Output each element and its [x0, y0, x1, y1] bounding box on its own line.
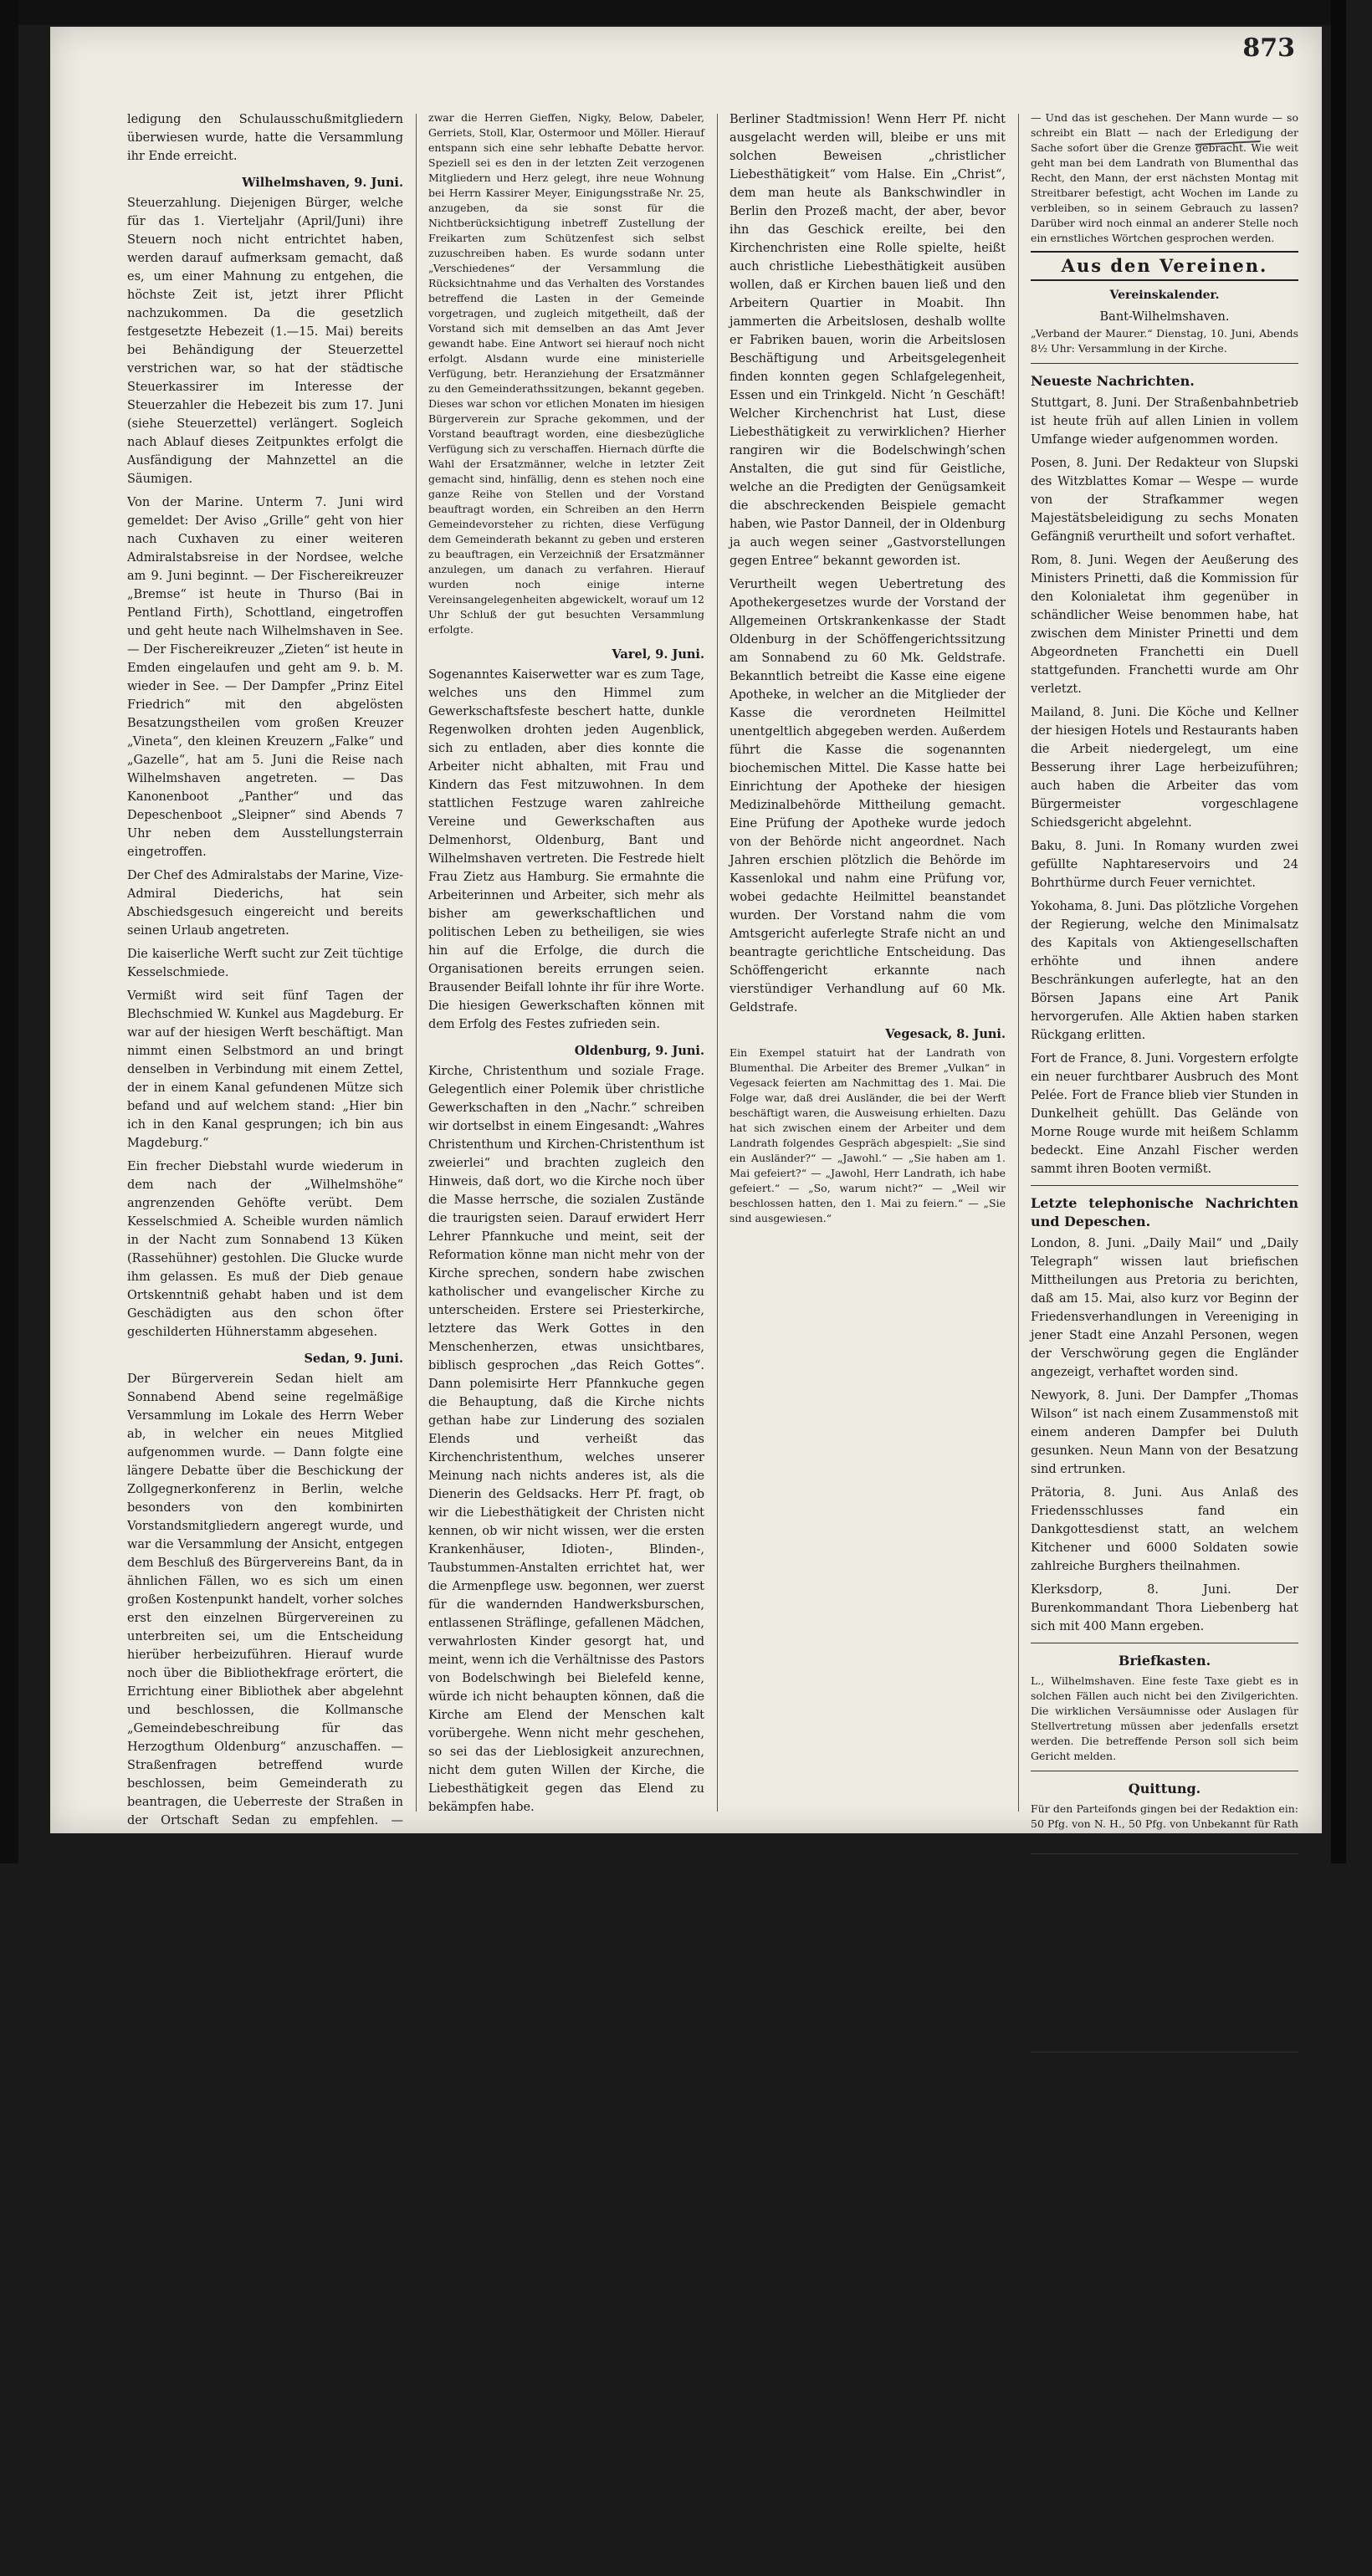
- timetable-cell: 6,15: [1145, 2134, 1169, 2146]
- article-paragraph: „Verband der Maurer.“ Dienstag, 10. Juni, Abends 8½ Uhr: Versammlung in der Kirche.: [1031, 327, 1298, 355]
- article-paragraph: Verurtheilt wegen Uebertretung des Apothekergesetzes wurde der Vorstand der Allgemeinen Ortskrankenkasse der Stadt Oldenburg in der Schöffengerichtssitzung am Sonnabend zu 60 Mk. Geldstrafe. Bekanntlich betreibt die Kasse eine eigene Apotheke, in welcher an die Mitglieder der Kasse die verordneten Heilmittel unentgeltlich abgegeben werden. Außerdem führt die Kasse die sogenannten biochemischen Mittel. Die Kasse hatte bei Einrichtung der Apotheke der hiesigen Medizinalbehörde Mittheilung gemacht. Eine Prüfung der Apotheke wurde jedoch von der Behörde nicht angeordnet. Nach Jahren erschien plötzlich die Behörde im Kassenlokal und nahm eine Prüfung vor, wobei gedachte Heilmittel beanstandet wurden. Der Vorstand nahm die vom Amtsgericht auferlegte Strafe nicht an und beantragte gerichtliche Entscheidung. Das Schöffengericht erkannte nach vierstündiger Verhandlung auf 60 Mk. Geldstrafe.: [730, 578, 1006, 1015]
- article-paragraph: Der Chef des Admiralstabs der Marine, Vize-Admiral Diederichs, hat sein Abschiedsgesuch eingereicht und bereits seinen Urlaub angetreten.: [127, 869, 403, 938]
- divider: [1031, 1853, 1298, 1854]
- dateline: Sedan, 9. Juni.: [304, 1352, 403, 1366]
- timetable-cell: 11,40: [1313, 2134, 1344, 2146]
- timetable-cell: In Eckwarden: [1032, 2149, 1107, 2161]
- article-paragraph: L., Wilhelmshaven. Eine feste Taxe giebt es in solchen Fällen auch nicht bei den Zivilgerichten. Die wirklichen Versäumnisse oder Auslagen für Stellvertretung müssen aber jedenfalls ersetzt werden. Die betreffende Person soll sich beim Gericht melden.: [1031, 1674, 1298, 1762]
- timetable-cell: 2,00: [1320, 2194, 1344, 2206]
- article-paragraph: Ein Exempel statuirt hat der Landrath von Blumenthal. Die Arbeiter des Bremer „Vulkan“ in Vegesack feierten am Nachmittag des 1. Mai. Die Folge war, daß drei Ausländer, die bei der Werft beschäftigt waren, die Ausweisung erhielten. Dazu hat sich zwischen einem der Arbeiter und dem Landrath folgendes Gespräch abgespielt: „Sie sind ein Ausländer?“ — „Jawohl.“ — „Sie haben am 1. Mai gefeiert?“ — „Jawohl, Herr Landrath, ich habe gefeiert.“ — „So, warum nicht?“ — „Weil wir beschlossen hatten, den 1. Mai zu feiern.“ — „Sie sind ausgewiesen.“: [730, 1046, 1006, 1224]
- article-paragraph: — Und das ist geschehen. Der Mann wurde — so schreibt ein Blatt — nach der Erledigung der Sache sofort über die Grenze gebracht. Wie weit geht man bei dem Landrath von Blumenthal das Recht, den Mann, der erst nächsten Montag mit Streitbarer befestigt, acht Wochen im Lande zu verbleiben, so in seinem Gebrauch zu lassen? Darüber wird noch einmal an anderer Stelle noch ein ernstliches Wörtchen gesprochen werden.: [1031, 111, 1298, 244]
- article-paragraph: Die kaiserliche Werft sucht zur Zeit tüchtige Kesselschmiede.: [127, 948, 403, 979]
- timetable-cell: 7,10: [1347, 2179, 1371, 2191]
- article-paragraph: Für den Parteifonds gingen bei der Redaktion ein: 50 Pfg. von N. H., 50 Pfg. von Unbekannt für Rath und Auskunft.: [1031, 1802, 1298, 1845]
- timetable-cell: 2,30: [1171, 2149, 1195, 2161]
- timetable-cell: 1,40: [1171, 2134, 1195, 2146]
- timetable-cell: 8,25: [1145, 2179, 1169, 2191]
- article-paragraph: Posen, 8. Juni. Der Redakteur von Slupski des Witzblattes Komar — Wespe — wurde von der Strafkammer wegen Majestätsbeleidigung zu sechs Monaten Gefängniß verurtheilt und sofort verhaftet.: [1031, 457, 1298, 544]
- column-1: [127, 110, 403, 2574]
- timetable-row: [1031, 2238, 1372, 2253]
- article-paragraph: Der Neue Neuender Bürgerverein hielt am Sonnabend eine Versammlung ab. Der erste Punkt der Tagesordnung „Hebung und Aufnahmen“ fand seine übliche Erledigung. Unter zweiten Punkt „Kommunale Angelegenheiten“ wurde der schlechte Zustand verschiedener Wällgruben in der Gemeinde einer Kritik unterzogen und beschlossen, den Gemeinderath zu ersuchen, sein Augenmerk hierauf zu richten. Beim Punkt „Sterbekasse betr.“ fand eine allgemeine Besprechung über die Sterbekasse statt und wurde der Wunsch geäußert, auf der nächsten Generalversammlung das Sterbegeld zu erhöhen. Unterm letzten Punkt „Verschiedenes“ wurde eine Bibliothekfrage erledigt und beschlossen, einige vorgelegte Werke anzuschaffen. Hierauf erfolgte Schluß der Versammlung.: [127, 1971, 403, 2334]
- timetable-cell: Aus Eckwarden: [1198, 2224, 1282, 2236]
- dateline: Heppens, 9. Juni.: [286, 2347, 403, 2361]
- article-paragraph: Prätoria, 8. Juni. Aus Anlaß des Friedensschlusses fand ein Dankgottesdienst statt, an welchem Kitchener und 6000 Soldaten sowie zahlreiche Burghers theilnahmen.: [1031, 1486, 1298, 1573]
- section-heading: Sommer-Fahrplan: [1097, 1863, 1232, 1879]
- timetable-cell: N.: [1182, 2119, 1195, 2131]
- timetable-cell: 3,00: [1320, 2224, 1344, 2236]
- timetable-row: [1031, 2223, 1372, 2238]
- article-paragraph: Yokohama, 8. Juni. Das plötzliche Vorgehen der Regierung, welche den Minimalsatz des Kapitals von Aktiengesellschaften erhöhte und ihnen andere Beschränkungen auferlegte, hat an den Börsen Japans eine Art Panik hervorgerufen. Alle Aktien haben starken Rückgang erlitten.: [1031, 900, 1298, 1042]
- article-paragraph: Kirche, Christenthum und soziale Frage. Gelegentlich einer Polemik über christliche Gewerkschaften in den „Nachr.“ schreiben wir dortselbst in einem Eingesandt: „Wahres Christenthum und Kirchen-Christenthum ist zweierlei“ und brachten zugleich den Hinweis, daß dort, wo die Kirche noch über die Masse herrsche, die sozialen Zustände die traurigsten seien. Darauf erwidert Herr Lehrer Pfannkuche und meint, seit der Reformation könne man nicht mehr von der Kirche sprechen, sondern habe zwischen katholischer und evangelischer Kirche zu unterscheiden. Erstere sei Priesterkirche, letztere das Werk Gottes in den Menschenherzen, etwas unsichtbares, biblisch gesprochen „das Reich Gottes“. Dann polemisirte Herr Pfannkuche gegen die Behauptung, daß die Kirche nichts gethan habe zur Linderung des sozialen Elends und verheißt das Kirchenchristenthum, welches unserer Meinung nach nichts anderes ist, als die Dienerin des Geldsacks. Herr Pf. fragt, ob wir die Liebesthätigkeit der Christen nicht kennen, ob wir nicht wissen, wer die ersten Krankenhäuser, Idioten-, Blinden-, Taubstummen-Anstalten errichtet hat, wer die Armenpflege usw. begonnen, wer zuerst für die wandernden Handwerksburschen, entlassenen Sträflinge, gefallenen Mädchen, verwahrlosten Kinder gesorgt hat, und meint, wenn ich die Verhältnisse des Pastors von Bodelschwingh bei Bielefeld kenne, würde ich nicht behaupten können, daß die Kirche am Elend der Menschen kalt vorübergehe. Wenn nicht mehr geschehen, so sei das der Lieblosigkeit anzurechnen, nicht dem guten Willen der Kirche, die Liebesthätigkeit gegen das Elend zu bekämpfen habe.: [428, 1065, 704, 1814]
- section-heading: Aus den Vereinen.: [1031, 251, 1298, 281]
- timetable-cell: In Stollhamm: [1198, 2149, 1271, 2161]
- section-heading: Quittung.: [1128, 1781, 1201, 1797]
- timetable-cell: 6,35: [1347, 2149, 1371, 2161]
- timetable-row: [1031, 2178, 1372, 2193]
- scan-border-left: [0, 0, 18, 1863]
- timetable-cell: In Stollhamm: [1032, 2224, 1104, 2236]
- dateline: Wilhelmshaven, 9. Juni.: [242, 176, 403, 190]
- timetable-cell: In Tossens: [1198, 2239, 1255, 2251]
- timetable-cell: 9,00: [1347, 2239, 1371, 2251]
- timetable-cell: 7,30: [1145, 2149, 1169, 2161]
- dateline: Varel, 9. Juni.: [612, 647, 704, 662]
- timetable-cell: 1,20: [1320, 2164, 1344, 2176]
- column-divider: [1018, 114, 1019, 1812]
- timetable-cell: 5,00: [1171, 2209, 1195, 2221]
- section-heading: Letzte telephonische Nachrichten und Depeschen.: [1031, 1195, 1298, 1229]
- timetable-cell: 9,25: [1145, 2224, 1169, 2236]
- article-paragraph: Ein frecher Diebstahl wurde wiederum in dem nach der „Wilhelmshöhe“ angrenzenden Gehöfte verübt. Dem Kesselschmied A. Scheible wurden nämlich in der Nacht zum Sonnabend 13 Küken (Rassehühner) gestohlen. Die Glucke wurde ihm gelassen. Es muß der Dieb genaue Ortskenntniß gehabt haben und ist dem Geschädigten aus den schon öfter geschilderten Hühnerstamm abgesehen.: [127, 1160, 403, 1339]
- article-paragraph: Rom, 8. Juni. Wegen der Aeußerung des Ministers Prinetti, daß die Kommission für den Kolonialetat ihm gegenüber in schändlicher Weise benommen habe, hat zwischen dem Minister Prinetti und dem Abgeordneten Franchetti ein Duell stattgefunden. Franchetti wurde am Ohr verletzt.: [1031, 554, 1298, 696]
- timetable-cell: In Eckwarden: [1198, 2209, 1273, 2221]
- section-heading: Omnibus-Verbindung: [1085, 2062, 1244, 2078]
- timetable-cell: [1197, 2118, 1313, 2133]
- column-divider: [717, 114, 718, 1812]
- dateline: Neuende, 9. Juni.: [285, 1950, 403, 1965]
- article-paragraph: Von Wilhelmshaven 7,00 10,10 B., 2,00 3,25 7,20*) Von Eckwarderhörne 7,40 10,50 B., 2,40 4,20 8,10*) *) Nur vom 1. Mai bis 15. September.: [1031, 1935, 1298, 1978]
- centered-line: Bant-Wilhelmshaven.: [1099, 310, 1230, 324]
- timetable-cell: Aus Eckwarderhörne: [1198, 2194, 1311, 2206]
- column-3: [730, 110, 1006, 1817]
- subsection-heading: Vereinskalender.: [1109, 289, 1220, 302]
- timetable-cell: 8,40: [1145, 2194, 1169, 2206]
- timetable-cell: 4,55: [1347, 2134, 1371, 2146]
- timetable-row: [1031, 2148, 1372, 2163]
- dateline: Oldenburg, 9. Juni.: [574, 1044, 704, 1058]
- dateline: Vegesack, 8. Juni.: [885, 1027, 1006, 1041]
- timetable-cell: 11,15: [1139, 2239, 1169, 2251]
- section-heading: Neueste Nachrichten.: [1031, 373, 1195, 389]
- article-paragraph: Von der Marine. Unterm 7. Juni wird gemeldet: Der Aviso „Grille“ geht von hier nach Cuxhaven zu einer weiteren Admiralstabsreise in der Nordsee, welche am 9. Juni beginnt. — Der Fischereikreuzer „Bremse“ ist heute in Thurso (Bai in Pentland Firth), Schottland, eingetroffen und geht heute nach Wilhelmshaven in See. — Der Fischereikreuzer „Zieten“ ist heute in Emden eingelaufen und geht am 9. b. M. wieder in See. — Der Dampfer „Prinz Eitel Friedrich“ mit den abgelösten Besatzungstheilen vom großen Kreuzer „Vineta“, den kleinen Kreuzern „Falke“ und „Gazelle“, hat am 5. Juni die Reise nach Wilhelmshaven angetreten. — Das Kanonenboot „Panther“ und das Depeschenboot „Sleipner“ sind Abends 7 Uhr neben dem Ausstellungsterrain eingetroffen.: [127, 496, 403, 859]
- omnibus-timetable: [1031, 2118, 1372, 2253]
- timetable-cell: 7,45: [1347, 2194, 1371, 2206]
- article-paragraph: des städtischen Dampfers „Eckwarden“ zwischen Wilhelmshaven und Eckwarderhörne. Vom 1. April bis 30. September 1902.: [1032, 1885, 1297, 1928]
- timetable-row: [1031, 2208, 1372, 2223]
- timetable-cell: 4,40: [1171, 2194, 1195, 2206]
- timetable-cell: 12,50: [1313, 2149, 1344, 2161]
- timetable-cell: Aus Pumpe: [1198, 2179, 1258, 2191]
- timetable-cell: B.: [1156, 2119, 1169, 2131]
- article-paragraph: Vermißt wird seit fünf Tagen der Blechschmied W. Kunkel aus Magdeburg. Er war auf der hiesigen Werft beschäftigt. Man nimmt einen Selbstmord an und bringt denselben in Verbindung mit einem Zettel, der in einem Kanal gefundenen Mütze sich befand und auf welchem stand: „Hier bin ich in den Kanal gesprungen; ich bin aus Magdeburg.“: [127, 989, 403, 1150]
- article-paragraph: Fahrpreise: Für die einfache Fahrt: 1. Kajüte 80 Pfg., 2. Kajüte 60 Pfg.; für hin- und Rückfahrt 1. Kajüte 1,20 Mk., 2. Kajüte 1 Mk. Kinder unter 14 Jahren zahlen die Hälfte des Fahrpreises.: [1031, 1986, 1298, 2043]
- article-paragraph: Sogenanntes Kaiserwetter war es zum Tage, welches uns den Himmel zum Gewerkschaftsfeste beschert hatte, dunkle Regenwolken drohten jeden Augenblick, sich zu entladen, aber dies konnte die Arbeiter nicht abhalten, mit Frau und Kindern das Fest mitzuwohnen. In dem stattlichen Festzuge waren zahlreiche Vereine und Gewerkschaften aus Delmenhorst, Oldenburg, Bant und Wilhelmshaven vertreten. Die Festrede hielt Frau Zietz aus Hamburg. Sie ermahnte die Arbeiterinnen und Arbeiter, sich mehr als bisher am gewerkschaftlichen und politischen Leben zu betheiligen, sie wies hin auf die Erfolge, die durch die Organisationen bereits errungen seien. Brausender Beifall lohnte ihr für ihre Worte. Die hiesigen Gewerkschaften können mit dem Erfolg des Festes zufrieden sein.: [428, 668, 704, 1031]
- column-2: [428, 110, 704, 1817]
- article-paragraph: Der Bürgerverein Sedan hielt am Sonnabend Abend seine regelmäßige Versammlung im Lokale des Herrn Weber ab, in welcher ein neues Mitglied aufgenommen wurde. — Dann folgte eine längere Debatte über die Beschickung der Zollgegnerkonferenz in Berlin, welche besonders von den kombinirten Vorstandsmitgliedern angeregt wurde, und war die Versammlung der Ansicht, entgegen dem Beschluß des Bürgervereins Bant, da in ähnlichen Fällen, wo es sich um einen großen Kostenpunkt handelt, vorher solches erst den einzelnen Bürgervereinen zu unterbreiten sei, um die Entscheidung hierüber herbeizuführen. Hierauf wurde noch über die Bibliothekfrage erörtert, die Errichtung einer Bibliothek aber abgelehnt und beschlossen, die Kollmansche „Gemeindebeschreibung für das Herzogthum Oldenburg“ anzuschaffen. — Straßenfragen betreffend wurde beschlossen, beim Gemeinderath zu beantragen, die Ueberreste der Straßen in der Ortschaft Sedan zu empfehlen. — Ferner wurde ein Ausflug in Anregung gebracht und beschlossen, in der nächsten Tagesordnung zu setzen. Im Weiteren wurden noch einige Gemeindeangelegenheiten besprochen, aber keine Beschlüsse gefaßt.: [127, 1372, 403, 1938]
- article-paragraph: Berliner Stadtmission! Wenn Herr Pf. nicht ausgelacht werden will, bleibe er uns mit solchen Beweisen „christlicher Liebesthätigkeit“ vom Halse. Ein „Christ“, dem man heute als Bankschwindler in Berlin den Prozeß macht, der aber, bevor ihn das Geschick ereilte, bei den Kirchenchristen eine Rolle spielte, heißt auch christliche Liebesthätigkeit ausüben wollen, daß er Kirchen bauen ließ und den Arbeitern Quartier in Moabit. Ihn jammerten die Arbeitslosen, deshalb wollte er Fabriken bauen, worin die Arbeitslosen Beschäftigung und Arbeitsgelegenheit finden konnten gegen Schlafgelegenheit, Essen und ein Trinkgeld. Nicht ’n Geschäft! Welcher Kirchenchrist hat Lust, diese Liebesthätigkeit zu verwirklichen? Hierher rangiren wir die Bodelschwingh’schen Anstalten, die gut sind für Geistliche, welche an die Predigten der Genügsamkeit die abschreckenden Beispiele gemacht haben, wie Pastor Danneil, der in Oldenburg ja auch wegen seiner „Gastvorstellungen gegen Entree“ bekannt geworden ist.: [730, 113, 1006, 568]
- timetable-cell: 6,40: [1347, 2164, 1371, 2176]
- timetable-cell: In Nordenham: [1032, 2239, 1110, 2251]
- timetable-cell: 8,20: [1347, 2224, 1371, 2236]
- timetable-row: [1031, 2163, 1372, 2178]
- timetable-cell: 5,25: [1171, 2224, 1195, 2236]
- timetable-cell: Aus Stollhamm: [1032, 2209, 1113, 2221]
- timetable-cell: Aus Pumpe: [1032, 2194, 1093, 2206]
- timetable-cell: 2,40: [1171, 2164, 1195, 2176]
- timetable-cell: N.: [1358, 2119, 1371, 2131]
- newspaper-page: [50, 27, 1371, 2574]
- timetable-cell: 2,45: [1320, 2209, 1344, 2221]
- timetable-cell: 7,40: [1145, 2164, 1169, 2176]
- timetable-cell: 7,05: [1171, 2239, 1195, 2251]
- column-divider: [416, 114, 417, 1812]
- article-paragraph: zwar die Herren Gieffen, Nigky, Below, Dabeler, Gerriets, Stoll, Klar, Ostermoor und Möller. Hierauf entspann sich eine sehr lebhafte Debatte hervor. Speziell sei es den in der letzten Zeit verzogenen Mitgliedern und Herz gelegt, ihre neue Wohnung bei Herrn Kassirer Meyer, Einigungsstraße Nr. 25, anzugeben, da sie sonst für die Nichtberücksichtigung inbetreff Zustellung der Freikarten zum Schützenfest sich selbst zuzuschreiben haben. Es wurde sodann unter „Verschiedenes“ der Versammlung die Rücksichtnahme und das Verhalten des Vorstandes betreffend die Lasten in der Gemeinde vorgetragen, und zugleich mitgetheilt, daß der Vorstand sich mit demselben an das Amt Jever gewandt habe. Eine Antwort sei hierauf noch nicht erfolgt. Alsdann wurde eine ministerielle Verfügung, betr. Heranziehung der Ersatzmänner zu den Gemeinderathssitzungen, bekannt gegeben. Dieses war schon vor etlichen Monaten im hiesigen Bürgerverein zur Sprache gekommen, und der Vorstand beauftragt worden, eine diesbezügliche Verfügung sich zu verschaffen. Hiernach dürfte die Wahl der Ersatzmänner, welche in letzter Zeit gemacht sind, hinfällig, denn es stehen noch eine ganze Reihe von Stellen und der Vorstand beauftragt worden, ein Schreiben an den Herrn Gemeindevorsteher zu richten, diese Verfügung dem Gemeinderath bekannt zu geben und ersteren zu beauftragen, ein Verzeichniß der Ersatzmänner anzulegen, um danach zu verfahren. Hierauf wurden noch einige interne Vereinsangelegenheiten abgewickelt, worauf um 12 Uhr Schluß der gut besuchten Versammlung erfolgte.: [428, 111, 704, 636]
- article-paragraph: Newyork, 8. Juni. Der Dampfer „Thomas Wilson“ ist nach einem Zusammenstoß mit einem anderen Dampfer bei Duluth gesunken. Neun Mann von der Besatzung sind ertrunken.: [1031, 1389, 1298, 1476]
- article-paragraph: Steuerzahlung. Diejenigen Bürger, welche für das 1. Vierteljahr (April/Juni) ihre Steuern noch nicht entrichtet haben, werden darauf aufmerksam gemacht, daß es, um einer Mahnung zu entgehen, die höchste Zeit ist, jetzt ihrer Pflicht nachzukommen. Da die gesetzlich festgesetzte Hebezeit (1.—15. Mai) bereits bei Behändigung der Steuerzettel verstrichen war, so hat der städtische Steuerkassirer im Interesse der Steuerzahler die Hebezeit bis zum 17. Juni (siehe Steuerzettel) verlängert. Sogleich nach Ablauf dieses Zeitpunktes erfolgt die Ausfändigung der Mahnzettel an die Säumigen.: [127, 197, 403, 486]
- timetable-cell: Aus Eckwarden: [1032, 2179, 1115, 2191]
- article-paragraph: ledigung den Schulausschußmitgliedern überwiesen wurde, hatte die Versammlung ihr Ende erreicht.: [127, 113, 403, 163]
- article-paragraph: Fort de France, 8. Juni. Vorgestern erfolgte ein neuer furchtbarer Ausbruch des Mont Pelée. Fort de France blieb vier Stunden in Dunkelheit gehüllt. Das Gelände von Morne Rouge wurde mit heißem Schlamm bedeckt. Eine Anzahl Fischer werden sammt ihren Booten vermißt.: [1031, 1052, 1298, 1176]
- timetable-header-row: [1031, 2118, 1372, 2133]
- timetable-row: [1031, 2133, 1372, 2148]
- timetable-cell: In Eckwarderhörne: [1032, 2164, 1136, 2176]
- timetable-cell: 3,40: [1320, 2239, 1344, 2251]
- timetable-cell: [1031, 2118, 1137, 2133]
- article-paragraph: Mailand, 8. Juni. Die Köche und Kellner der hiesigen Hotels und Restaurants haben die Arbeit niedergelegt, um eine Besserung ihrer Lage herbeizuführen; auch haben die Arbeiter das vom Bürgermeister vorgeschlagene Schiedsgericht abgelehnt.: [1031, 706, 1298, 830]
- article-paragraph: Stuttgart, 8. Juni. Der Straßenbahnbetrieb ist heute früh auf allen Linien in vollem Umfange wieder aufgenommen worden.: [1031, 396, 1298, 447]
- timetable-cell: 7,50: [1347, 2209, 1371, 2221]
- article-paragraph: zwischen Tossens-Eckwarderhörne-Stollhamm-Nordenham: [1039, 2083, 1290, 2111]
- divider: [1031, 1185, 1298, 1186]
- article-paragraph: Bürger-Vereinsversammlung. Der Bürgerverein Heppens (östl. Theil) hielt am Sonnabend seine monatliche Versammlung mit folgender Tagesordnung ab: 1. Hebung der Beiträge; 2. Aufnahme neuer Mitglieder; 3. Wahl von zwei Kassenrevisoren; 4. Kinderfest betr.; 5. Fragekasten; 6. Verschiedenes. Nachdem die Beiträge entrichtet und neue Mitglieder aufgenommen waren, wurden als Kassenrevisoren die Herren Saathoff und Bielow gewählt. Alsdann wurde von den Vorjahren auch in diesem Jahre ein Kinderschulfest veranstaltet werden. Zu den hierzu erforderlichen Vorarbeiten wurde eine Kommission von 9 Mitgliedern gewählt und: [127, 2366, 403, 2574]
- timetable-row: [1031, 2193, 1372, 2208]
- scan-border-top: [0, 0, 1346, 25]
- timetable-cell: Aus Nordenham: [1198, 2134, 1285, 2146]
- column-4: [1031, 110, 1371, 2251]
- timetable-cell: Aus Stollhamm: [1198, 2164, 1279, 2176]
- section-heading: Briefkasten.: [1118, 1653, 1211, 1669]
- timetable-cell: Aus Tossens: [1032, 2134, 1098, 2146]
- columns-container: [127, 110, 1371, 2574]
- timetable-cell: 9,00: [1145, 2209, 1169, 2221]
- article-paragraph: London, 8. Juni. „Daily Mail“ und „Daily Telegraph“ wissen laut briefischen Mittheilungen aus Pretoria zu berichten, daß am 15. Mai, also kurz vor Beginn der Friedensverhandlungen in Vereeniging in jener Stadt eine Anzahl Personen, wegen der Verschwörung gegen die Engländer angezeigt, verhaftet worden sind.: [1031, 1237, 1298, 1379]
- page-number: 873: [1242, 33, 1295, 63]
- article-paragraph: Baku, 8. Juni. In Romany wurden zwei gefüllte Naphtareservoirs und 24 Bohrthürme durch Feuer vernichtet.: [1031, 840, 1298, 890]
- scan-border-right: [1331, 0, 1346, 1863]
- timetable-cell: 1,50: [1320, 2179, 1344, 2191]
- timetable-cell: B.: [1331, 2119, 1344, 2131]
- article-paragraph: Klerksdorp, 8. Juni. Der Burenkommandant Thora Liebenberg hat sich mit 400 Mann ergeben.: [1031, 1583, 1298, 1633]
- timetable-cell: 4,25: [1171, 2179, 1195, 2191]
- divider: [1031, 363, 1298, 364]
